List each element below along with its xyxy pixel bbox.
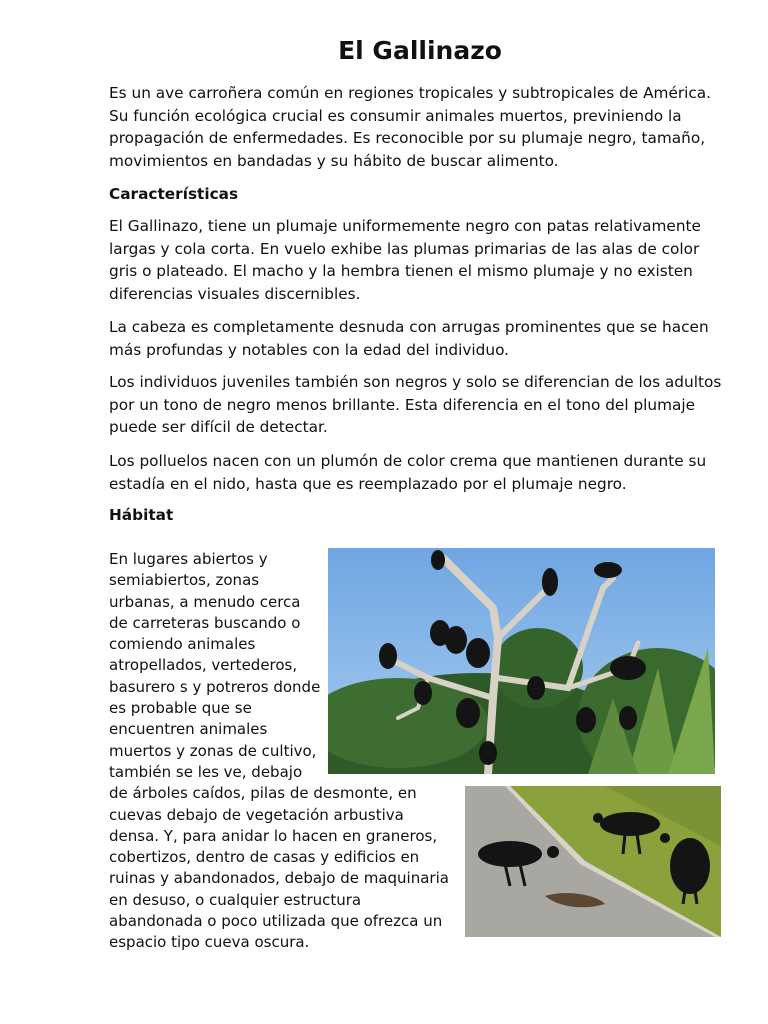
- caracteristicas-paragraph-4: Los polluelos nacen con un plumón de color crema que mantienen durante su estadía en el nido, hasta que es reemplazado por el plumaje negro.: [109, 452, 707, 493]
- document-title: El Gallinazo: [338, 36, 502, 65]
- intro-paragraph: Es un ave carroñera común en regiones tropicales y subtropicales de América. Su función ecológica crucial es consumir animales muertos, previniendo la propagación de enfermedades. Es reconocible por su plumaje negro, tamaño, movimientos en bandadas y su hábito de buscar alimento.: [109, 84, 712, 170]
- caracteristicas-paragraph-3: Los individuos juveniles también son negros y solo se diferencian de los adultos por un tono de negro menos brillante. Esta diferencia en el tono del plumaje puede ser difícil de detectar.: [109, 373, 722, 436]
- section-heading-caracteristicas: Características: [109, 185, 239, 203]
- photo-vultures-on-road: [465, 786, 721, 937]
- section-heading-habitat: Hábitat: [109, 506, 174, 524]
- photo-vultures-in-tree: [328, 548, 715, 774]
- habitat-paragraph: En lugares abiertos y semiabiertos, zonas urbanas, a menudo cerca de carreteras buscando o comiendo animales atropellados, vertederos, basurero s y potreros donde es probable que se encuentren animales muertos y zonas de cultivo, también se les ve, debajo de árboles caídos, pilas de desmonte, en cuevas debajo de vegetación arbustiva densa. Y, para anidar lo hacen en graneros, cobertizos, dentro de casas y edificios en ruinas y abandonados, debajo de maquinaria en desuso, o cualquier estructura abandonada o poco utilizada que ofrezca un espacio tipo cueva oscura.: [109, 550, 449, 952]
- caracteristicas-paragraph-1: El Gallinazo, tiene un plumaje uniformemente negro con patas relativamente largas y cola corta. En vuelo exhibe las plumas primarias de las alas de color gris o plateado. El macho y la hembra tienen el mismo plumaje y no existen diferencias visuales discernibles.: [109, 217, 701, 303]
- caracteristicas-paragraph-2: La cabeza es completamente desnuda con arrugas prominentes que se hacen más profundas y notables con la edad del individuo.: [109, 318, 709, 359]
